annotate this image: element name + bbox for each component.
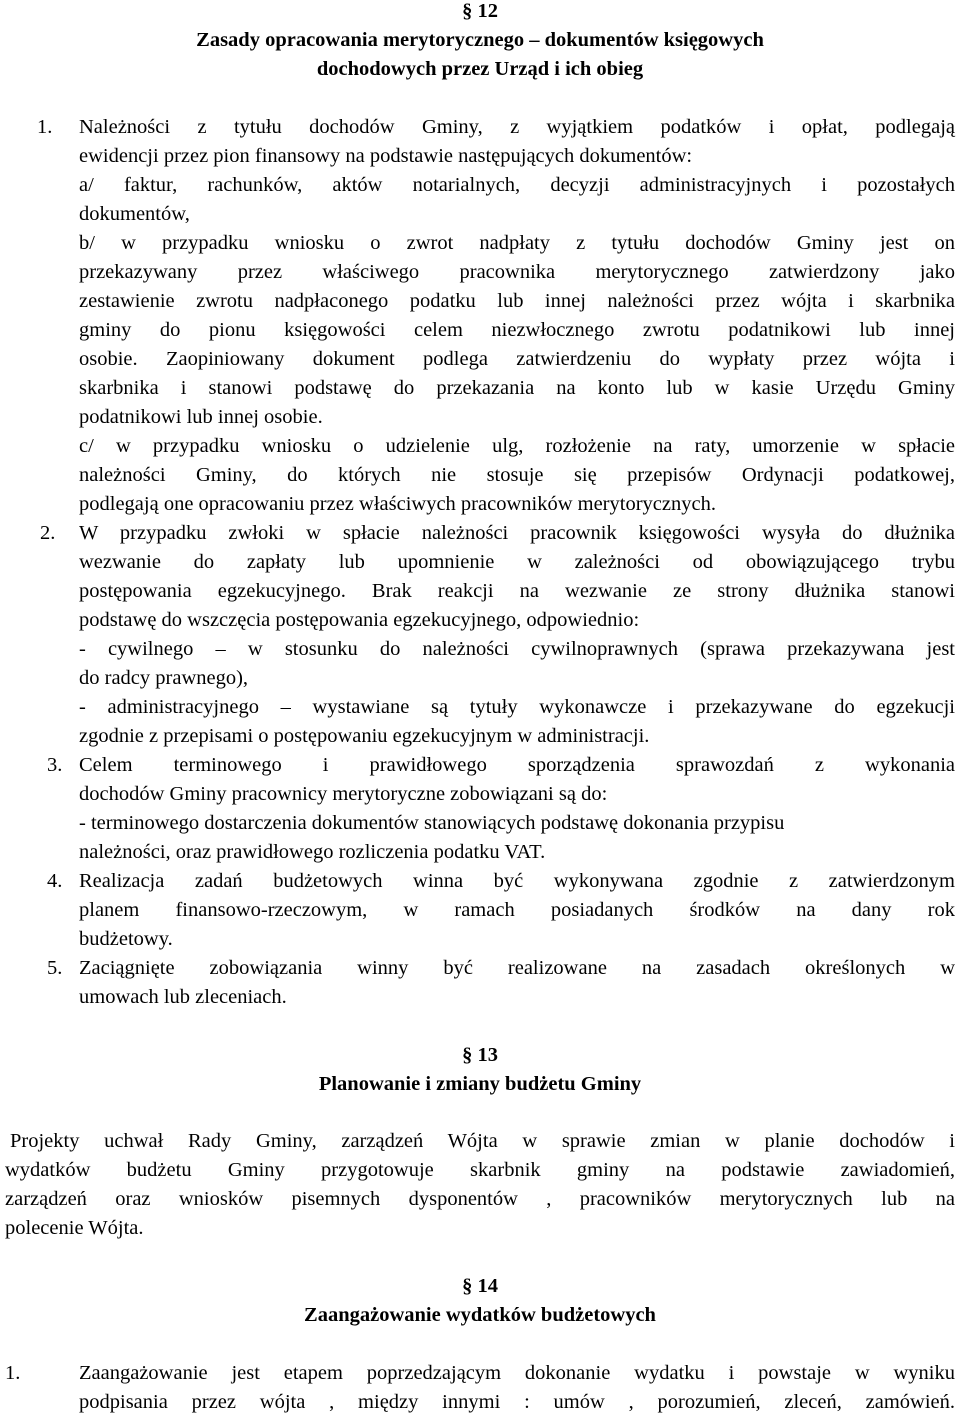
section-12-item-5-number: 5.	[47, 957, 63, 979]
paragraph-line: podatnikowi lub innej osobie.	[79, 406, 323, 428]
section-12-item-2-number: 2.	[40, 522, 56, 544]
section-12-title-line-2: dochodowych przez Urząd i ich obieg	[316, 58, 644, 80]
paragraph-line: c/ w przypadku wniosku o udzielenie ulg, rozłożenie na raty, umorzenie w spłacie	[79, 435, 955, 457]
paragraph-line: b/ w przypadku wniosku o zwrot nadpłaty z tytułu dochodów Gminy jest on	[79, 232, 955, 254]
paragraph-line: Realizacja zadań budżetowych winna być wykonywana zgodnie z zatwierdzonym	[79, 870, 955, 892]
paragraph-line: zgodnie z przepisami o postępowaniu egzekucyjnym w administracji.	[79, 725, 650, 747]
paragraph-line: Projekty uchwał Rady Gminy, zarządzeń Wójta w sprawie zmian w planie dochodów i	[10, 1130, 955, 1152]
section-12-item-1-number: 1.	[37, 116, 53, 138]
paragraph-line: podlegają one opracowaniu przez właściwych pracowników merytorycznych.	[79, 493, 716, 515]
section-12-title-line-1: Zasady opracowania merytorycznego – dokumentów księgowych	[196, 29, 764, 51]
paragraph-line: skarbnika i stanowi podstawę do przekazania na konto lub w kasie Urzędu Gminy	[79, 377, 955, 399]
section-12-item-4-number: 4.	[47, 870, 63, 892]
paragraph-line: ewidencji przez pion finansowy na podstawie następujących dokumentów:	[79, 145, 693, 167]
section-14-sign: § 14	[462, 1275, 498, 1297]
paragraph-line: osobie. Zaopiniowany dokument podlega zatwierdzeniu do wypłaty przez wójta i	[79, 348, 955, 370]
paragraph-line: podpisania przez wójta , między innymi : umów , porozumień, zleceń, zamówień.	[79, 1391, 955, 1413]
paragraph-line: Celem terminowego i prawidłowego sporządzenia sprawozdań z wykonania	[79, 754, 955, 776]
paragraph-line: podstawę do wszczęcia postępowania egzekucyjnego, odpowiednio:	[79, 609, 640, 631]
paragraph-line: - administracyjnego – wystawiane są tytuły wykonawcze i przekazywane do egzekucji	[79, 696, 955, 718]
paragraph-line: zestawienie zwrotu nadpłaconego podatku lub innej należności przez wójta i skarbnika	[79, 290, 955, 312]
section-14-item-1-body	[79, 1359, 955, 1417]
paragraph-line: planem finansowo-rzeczowym, w ramach posiadanych środków na dany rok	[79, 899, 955, 921]
section-12-item-3-number: 3.	[47, 754, 63, 776]
section-13-title: Planowanie i zmiany budżetu Gminy	[318, 1073, 642, 1095]
paragraph-line: budżetowy.	[79, 928, 173, 950]
paragraph-line: Zaciągnięte zobowiązania winny być realizowane na zasadach określonych w	[79, 957, 955, 979]
paragraph-line: postępowania egzekucyjnego. Brak reakcji na wezwanie ze strony dłużnika stanowi	[79, 580, 955, 602]
paragraph-line: umowach lub zleceniach.	[79, 986, 287, 1008]
paragraph-line: Zaangażowanie jest etapem poprzedzającym dokonanie wydatku i powstaje w wyniku	[79, 1362, 955, 1384]
paragraph-line: gminy do pionu księgowości celem niezwłocznego zwrotu podatnikowi lub innej	[79, 319, 955, 341]
section-14-item-1-number: 1.	[5, 1362, 21, 1384]
paragraph-line: dokumentów,	[79, 203, 190, 225]
section-13-sign: § 13	[462, 1044, 498, 1066]
paragraph-line: wezwanie do zapłaty lub upomnienie w zależności od obowiązującego trybu	[79, 551, 955, 573]
section-12-item-2-body	[79, 519, 955, 751]
paragraph-line: - terminowego dostarczenia dokumentów stanowiących podstawę dokonania przypisu	[79, 812, 785, 834]
paragraph-line: - cywilnego – w stosunku do należności cywilnoprawnych (sprawa przekazywana jest	[79, 638, 955, 660]
section-12-item-4-body	[79, 867, 955, 954]
paragraph-line: wydatków budżetu Gminy przygotowuje skarbnik gminy na podstawie zawiadomień,	[5, 1159, 955, 1181]
section-12-item-1-body	[79, 113, 955, 519]
paragraph-line: należności Gminy, do których nie stosuje się przepisów Ordynacji podatkowej,	[79, 464, 955, 486]
paragraph-line: należności, oraz prawidłowego rozliczenia podatku VAT.	[79, 841, 546, 863]
paragraph-line: do radcy prawnego),	[79, 667, 249, 689]
section-12-item-5-body	[79, 954, 955, 1012]
paragraph-line: polecenie Wójta.	[5, 1217, 144, 1239]
section-12-sign: § 12	[462, 0, 498, 22]
paragraph-line: przekazywany przez właściwego pracownika merytorycznego zatwierdzony jako	[79, 261, 955, 283]
paragraph-line: Należności z tytułu dochodów Gminy, z wyjątkiem podatków i opłat, podlegają	[79, 116, 955, 138]
paragraph-line: zarządzeń oraz wniosków pisemnych dysponentów , pracowników merytorycznych lub na	[5, 1188, 955, 1210]
section-12-item-3-body	[79, 751, 955, 867]
section-13-body	[5, 1127, 955, 1243]
paragraph-line: dochodów Gminy pracownicy merytoryczne zobowiązani są do:	[79, 783, 608, 805]
section-14-title: Zaangażowanie wydatków budżetowych	[304, 1304, 656, 1326]
paragraph-line: a/ faktur, rachunków, aktów notarialnych, decyzji administracyjnych i pozostałych	[79, 174, 955, 196]
paragraph-line: W przypadku zwłoki w spłacie należności pracownik księgowości wysyła do dłużnika	[79, 522, 955, 544]
